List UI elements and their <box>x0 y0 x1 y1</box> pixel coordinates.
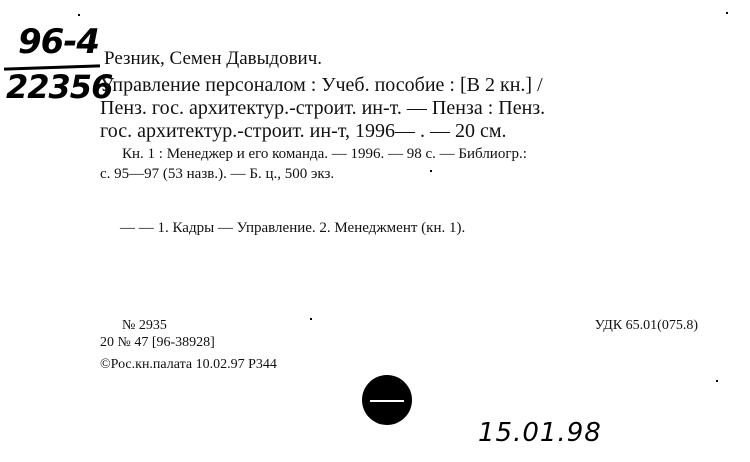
registration-number: 20 № 47 [96-38928] <box>100 335 215 350</box>
call-number-top: 96-4 <box>18 22 100 62</box>
scan-speck <box>310 318 312 320</box>
publication-line-1: Пенз. гос. архитектур.-строит. ин-т. — Пенза : Пенз. <box>100 97 546 119</box>
record-number: № 2935 <box>122 318 167 333</box>
scan-speck <box>726 12 728 14</box>
scan-speck <box>430 170 432 172</box>
scan-speck <box>716 380 718 382</box>
chamber-stamp: ©Рос.кн.палата 10.02.97 Р344 <box>100 357 277 372</box>
volume-line-1: Кн. 1 : Менеджер и его команда. — 1996. — 98 с. — Библиогр.: <box>122 146 527 162</box>
publication-line-2: гос. архитектур.-строит. ин-т, 1996— . — 20 см. <box>100 120 507 142</box>
udc-code: УДК 65.01(075.8) <box>594 318 698 333</box>
subject-headings: — — 1. Кадры — Управление. 2. Менеджмент (кн. 1). <box>120 220 466 236</box>
scan-speck <box>78 14 80 16</box>
punch-hole-mark <box>370 400 404 402</box>
volume-line-2: с. 95—97 (53 назв.). — Б. ц., 500 экз. <box>100 166 335 182</box>
handwritten-date: 15.01.98 <box>478 418 602 448</box>
author-heading: Резник, Семен Давыдович. <box>104 48 323 69</box>
call-number-bottom: 22356 <box>6 68 113 106</box>
title-line: Управление персоналом : Учеб. пособие : [В 2 кн.] / <box>100 74 543 96</box>
